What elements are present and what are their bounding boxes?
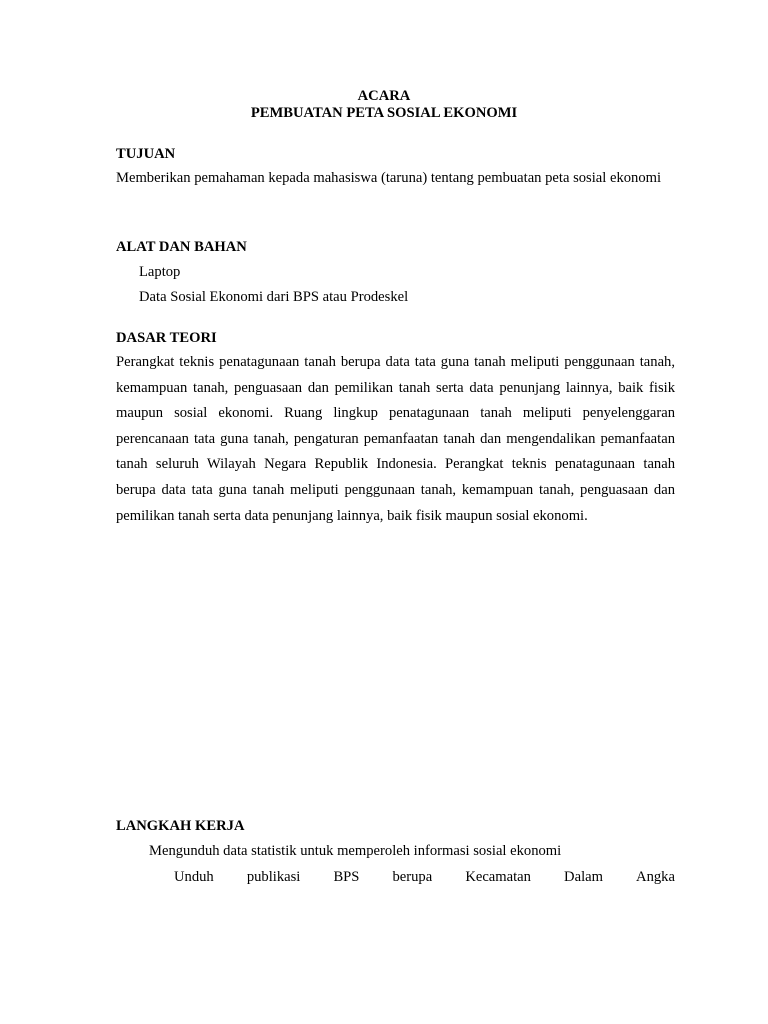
section-heading-dasar-teori: DASAR TEORI: [116, 330, 217, 346]
langkah-step-1-sub: [174, 869, 675, 886]
word: Angka: [636, 869, 675, 885]
list-item-laptop: Laptop: [139, 264, 181, 280]
dasar-teori-paragraph: Perangkat teknis penatagunaan tanah berupa data tata guna tanah meliputi penggunaan tanah, kemampuan tanah, penguasaan dan pemilikan tanah serta data penunjang lainnya, baik fisik maupun sosial ekonomi. Ruang lingkup penatagunaan tanah meliputi penyelenggaran perencanaan tata guna tanah, pengaturan pemanfaatan tanah dan mengendalikan pemanfaatan tanah seluruh Wilayah Negara Republik Indonesia. Perangkat teknis penatagunaan tanah berupa data tata guna tanah meliputi penggunaan tanah, kemampuan tanah, penguasaan dan pemilikan tanah serta data penunjang lainnya, baik fisik maupun sosial ekonomi.: [116, 354, 675, 524]
word: Unduh: [174, 869, 214, 885]
section-heading-tujuan: TUJUAN: [116, 146, 176, 162]
section-heading-langkah-kerja: LANGKAH KERJA: [116, 818, 245, 834]
list-item-data-sosial: Data Sosial Ekonomi dari BPS atau Prodeskel: [139, 289, 409, 305]
word: publikasi: [246, 869, 301, 885]
langkah-step-1: Mengunduh data statistik untuk memperoleh informasi sosial ekonomi: [149, 843, 562, 859]
title-line-2: PEMBUATAN PETA SOSIAL EKONOMI: [250, 105, 518, 121]
word: berupa: [392, 869, 433, 885]
word: BPS: [333, 869, 360, 885]
word: Dalam: [564, 869, 603, 885]
section-heading-alat-bahan: ALAT DAN BAHAN: [116, 239, 247, 255]
tujuan-paragraph: Memberikan pemahaman kepada mahasiswa (taruna) tentang pembuatan peta sosial ekonomi: [116, 170, 662, 186]
word: Kecamatan: [465, 869, 531, 885]
title-line-1: ACARA: [357, 88, 411, 104]
